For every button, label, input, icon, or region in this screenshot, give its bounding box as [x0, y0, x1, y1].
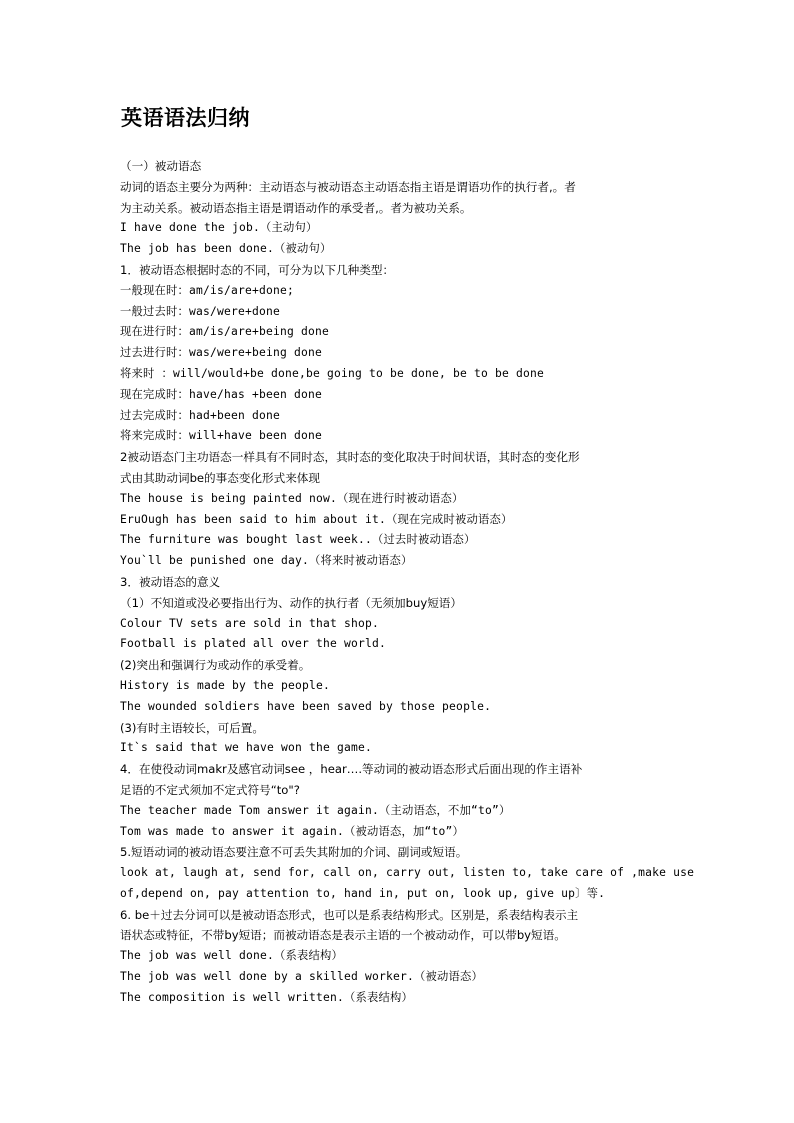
example-sentence: EruOugh has been said to him about it.（现在完成时被动语态）	[120, 512, 513, 526]
example-sentence: The job was well done.（系表结构）	[120, 949, 344, 963]
tense-form-line: 一般现在时：am/is/are+done;	[120, 283, 295, 297]
example-sentence: Football is plated all over the world.	[120, 637, 387, 651]
numbered-point: 4．在使役动词makr及感官动词see ，hear….等动词的被动语态形式后面出现的作主语补	[120, 762, 583, 777]
paragraph-line: 动词的语态主要分为两种：主动语态与被动语态主动语态指主语是谓语功作的执行者,。者	[120, 179, 576, 194]
paragraph-line: 语状态或特征，不带by短语；而被动语态是表示主语的一个被动动作，可以带by短语。	[120, 928, 566, 943]
numbered-point: 6. be＋过去分词可以是被动语态形式，也可以是系表结构形式。区别是，系表结构表示主	[120, 907, 579, 922]
tense-form-line: 现在完成时：have/has +been done	[120, 387, 323, 401]
phrase-list-line: of,depend on, pay attention to, hand in, put on, look up, give up〕等.	[120, 886, 606, 900]
tense-form-line: 将来时 ：will/would+be done,be going to be done, be to be done	[120, 366, 545, 380]
example-sentence: The teacher made Tom answer it again.（主动语态，不加“to”）	[120, 803, 511, 817]
example-sentence: The job was well done by a skilled worker.（被动语态）	[120, 970, 484, 984]
sub-point: (2)突出和强调行为或动作的承受着。	[120, 658, 311, 673]
example-sentence: You`ll be punished one day.（将来时被动语态）	[120, 554, 413, 568]
paragraph-line: 足语的不定式须加不定式符号“to"?	[120, 782, 300, 797]
numbered-point: 5.短语动词的被动语态要注意不可丢失其附加的介词、副词或短语。	[120, 845, 468, 860]
tense-form-line: 过去进行时：was/were+being done	[120, 346, 323, 360]
example-sentence: Tom was made to answer it again.（被动语态，加“to”）	[120, 824, 465, 838]
example-sentence: The job has been done.（被动句）	[120, 242, 332, 256]
tense-form-line: 过去完成时：had+been done	[120, 408, 280, 422]
example-sentence: The house is being painted now.（现在进行时被动语态）	[120, 491, 464, 505]
tense-form-line: 将来完成时：will+have been done	[120, 429, 323, 443]
numbered-point: 1．被动语态根据时态的不同，可分为以下几种类型：	[120, 262, 395, 277]
section-heading: （一）被动语态	[120, 159, 202, 173]
example-sentence: Colour TV sets are sold in that shop.	[120, 616, 380, 630]
tense-form-line: 一般过去时：was/were+done	[120, 304, 280, 318]
example-sentence: It`s said that we have won the game.	[120, 741, 373, 755]
tense-form-line: 现在进行时：am/is/are+being done	[120, 325, 330, 339]
sub-point: （1）不知道或没必要指出行为、动作的执行者（无须加buy短语）	[120, 595, 462, 610]
example-sentence: I have done the job.（主动句）	[120, 221, 318, 235]
paragraph-line: 为主动关系。被动语态指主语是谓语动作的承受者,。者为被功关系。	[120, 200, 472, 215]
example-sentence: The furniture was bought last week..（过去时被动语态）	[120, 533, 476, 547]
document-title: 英语语法归纳	[121, 106, 250, 130]
sub-point: (3)有时主语较长，可后置。	[120, 720, 264, 735]
example-sentence: The wounded soldiers have been saved by those people.	[120, 699, 492, 713]
document-body	[120, 156, 710, 1009]
example-sentence: History is made by the people.	[120, 678, 331, 692]
paragraph-line: 式由其助动词be的事态变化形式来体现	[120, 470, 320, 485]
example-sentence: The composition is well written.（系表结构）	[120, 990, 414, 1004]
numbered-point: 2被动语态门主功语态一样具有不同时态，其时态的变化取决于时间状语，其时态的变化形	[120, 450, 580, 465]
numbered-point: 3．被动语态的意义	[120, 574, 221, 589]
phrase-list-line: look at, laugh at, send for, call on, carry out, listen to, take care of ,make use	[120, 866, 695, 880]
